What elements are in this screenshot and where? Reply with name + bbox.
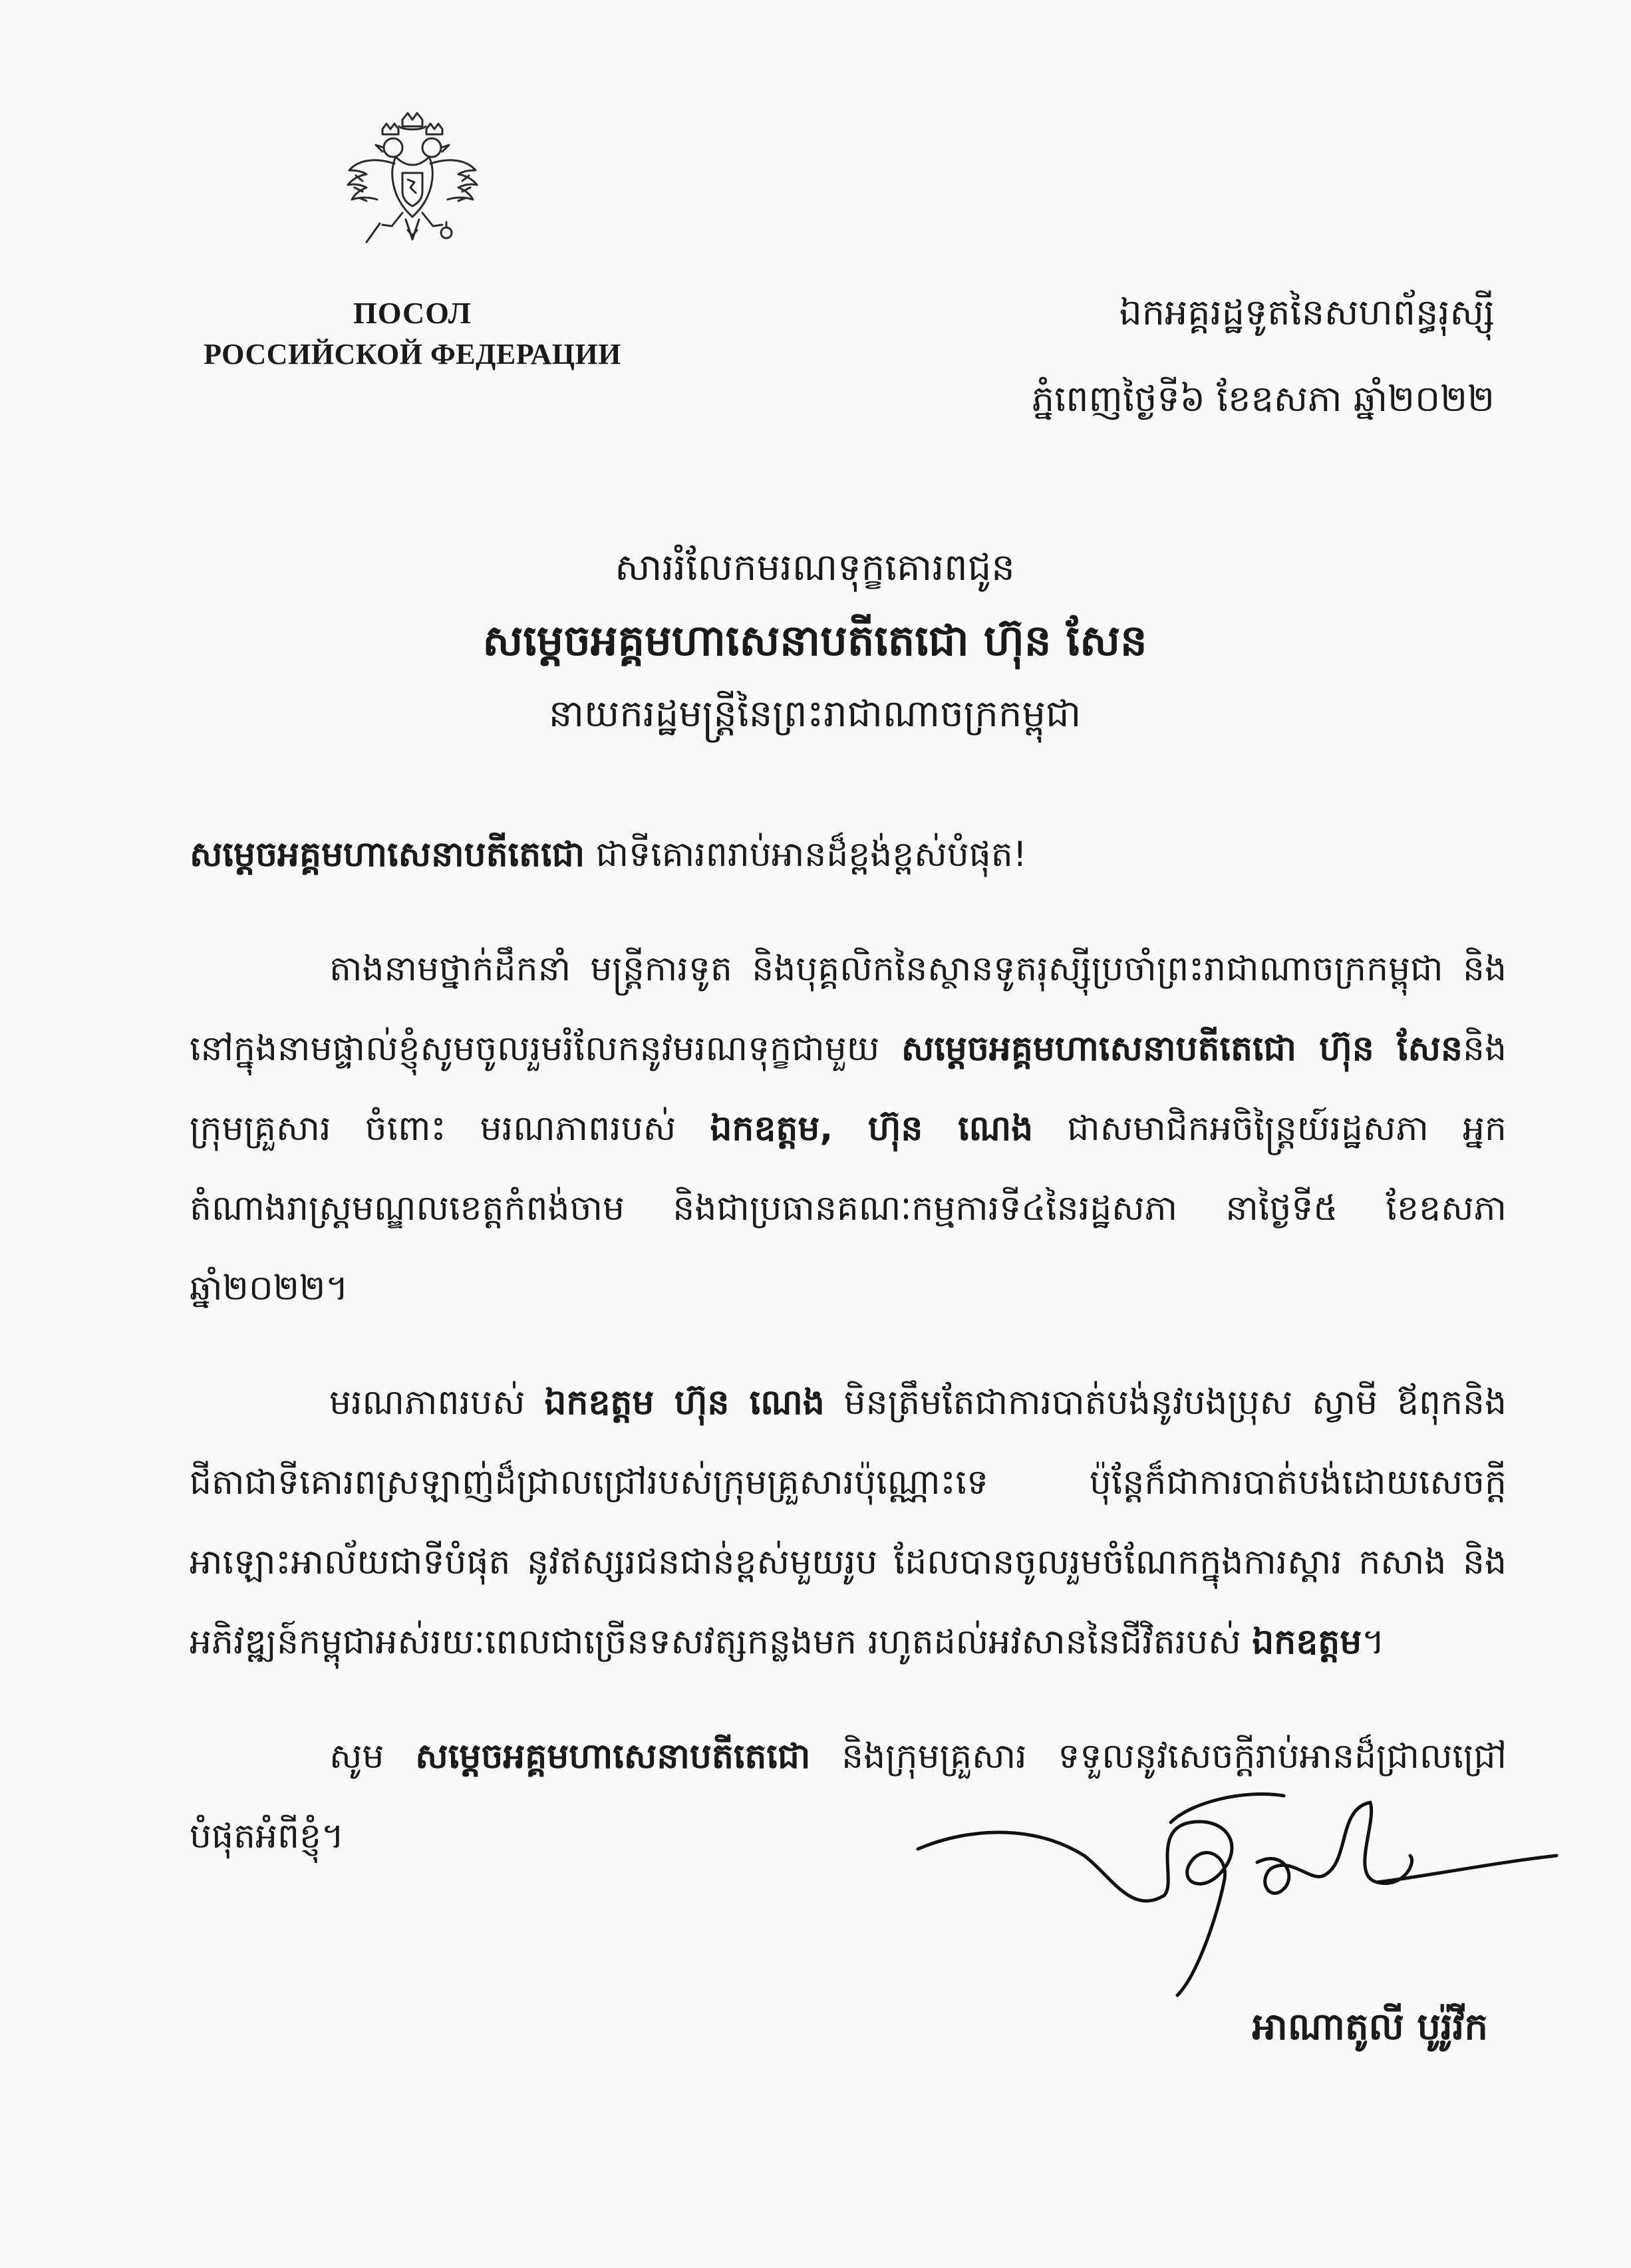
para2-text-1: មរណភាពរបស់ [329,1383,545,1423]
para3-text-1: សូម [329,1737,416,1776]
para1-bold-2: ឯកឧត្តម, ហ៊ុន ណេង [710,1109,1034,1149]
para1-text-3: ជាសមាជិកអចិន្ត្រៃយ៍រដ្ឋសភា អ្នកតំណាងរាស្ត្រមណ្ឌលខេត្តកំពង់ចាម និងជាប្រធានគណៈកម្មការទី៤នៃរដ្ឋសភា នាថ្ងៃទី៥ ខែឧសភា ឆ្នាំ២០២២។ [190,1109,1507,1308]
para1-text-1: តាងនាមថ្នាក់ដឹកនាំ មន្ត្រីការទូត និងបុគ្គលិកនៃស្ថានទូតរុស្ស៊ីប្រចាំព្រះរាជាណាចក្រកម្ពុជា និងនៅក្នុងនាមផ្ទាល់ខ្ញុំសូមចូលរួមរំលែកនូវមរណទុក្ខជាមួយ [190,949,1507,1069]
header-block [829,269,1495,442]
para3-bold-1: សម្ដេចអគ្គមហាសេនាបតីតេជោ [415,1737,811,1776]
paragraph-2 [190,1363,1507,1682]
salutation [190,815,1507,895]
para2-bold-1: ឯកឧត្តម ហ៊ុន ណេង [544,1383,825,1423]
letter-title [200,532,1430,750]
paragraph-1 [190,929,1507,1328]
para1-bold-1: សម្ដេចអគ្គមហាសេនាបតីតេជោ ហ៊ុន សែន [901,1029,1463,1069]
signature-icon [911,1782,1563,2009]
letter-body [190,815,1507,1899]
recipient-name: សម្ដេចអគ្គមហាសេនាបតីតេជោ ហ៊ុន សែន [482,617,1147,666]
para2-text-2: មិនត្រឹមតែជាការបាត់បង់នូវបងប្រុស ស្វាមី ឪពុកនិងជីតាជាទីគោរពស្រឡាញ់ដ៏ជ្រាលជ្រៅរបស់ក្រុមគ្រួសារប៉ុណ្ណោះទេ ប៉ុន្តែក៏ជាការបាត់បង់ដោយសេចក្ដីអាឡោះអាល័យជាទីបំផុត នូវឥស្សរជនជាន់ខ្ពស់មួយរូប ដែលបានចូលរួមចំណែកក្នុងការស្ដារ កសាង និងអភិវឌ្ឍន៍កម្ពុជាអស់រយៈពេលជាច្រើនទសវត្សកន្លងមក រហូតដល់អវសាននៃជីវិតរបស់ [190,1383,1507,1662]
para2-text-3: ។ [1362,1622,1385,1662]
recipient-position: នាយករដ្ឋមន្ត្រីនៃព្រះរាជាណាចក្រកម្ពុជា [548,692,1082,736]
sender-country: РОССИЙСКОЙ ФЕДЕРАЦИИ [204,338,621,370]
salutation-text: ជាទីគោរពរាប់អានដ៏ខ្ពង់ខ្ពស់បំផុត! [585,835,1027,875]
embassy-name: ឯកអគ្គរដ្ឋទូតនៃសហព័ន្ធរុស្ស៊ី [1119,291,1495,333]
para2-bold-2: ឯកឧត្តម [1252,1622,1362,1662]
para3-text-2: និងក្រុមគ្រួសារ ទទួលនូវសេចក្ដីរាប់អានដ៏ជ្រាលជ្រៅបំផុតអំពីខ្ញុំ។ [190,1737,1507,1856]
salutation-name: សម្ដេចអគ្គមហាសេនាបតីតេជោ [190,835,585,875]
date-line: ភ្នំពេញថ្ងៃទី៦ ខែឧសភា ឆ្នាំ២០២២ [1031,378,1495,420]
signer-name: អាណាតូលី បូរ៉ូវីក [1252,2005,1488,2049]
sender-title: ПОСОЛ [353,296,472,330]
sender-block [133,293,692,375]
para1-text-2: និងក្រុមគ្រួសារ ចំពោះ មរណភាពរបស់ [190,1029,1507,1149]
russian-emblem-icon [336,106,489,259]
title-line-1: សាររំលែកមរណទុក្ខគោរពជូន [615,546,1015,589]
